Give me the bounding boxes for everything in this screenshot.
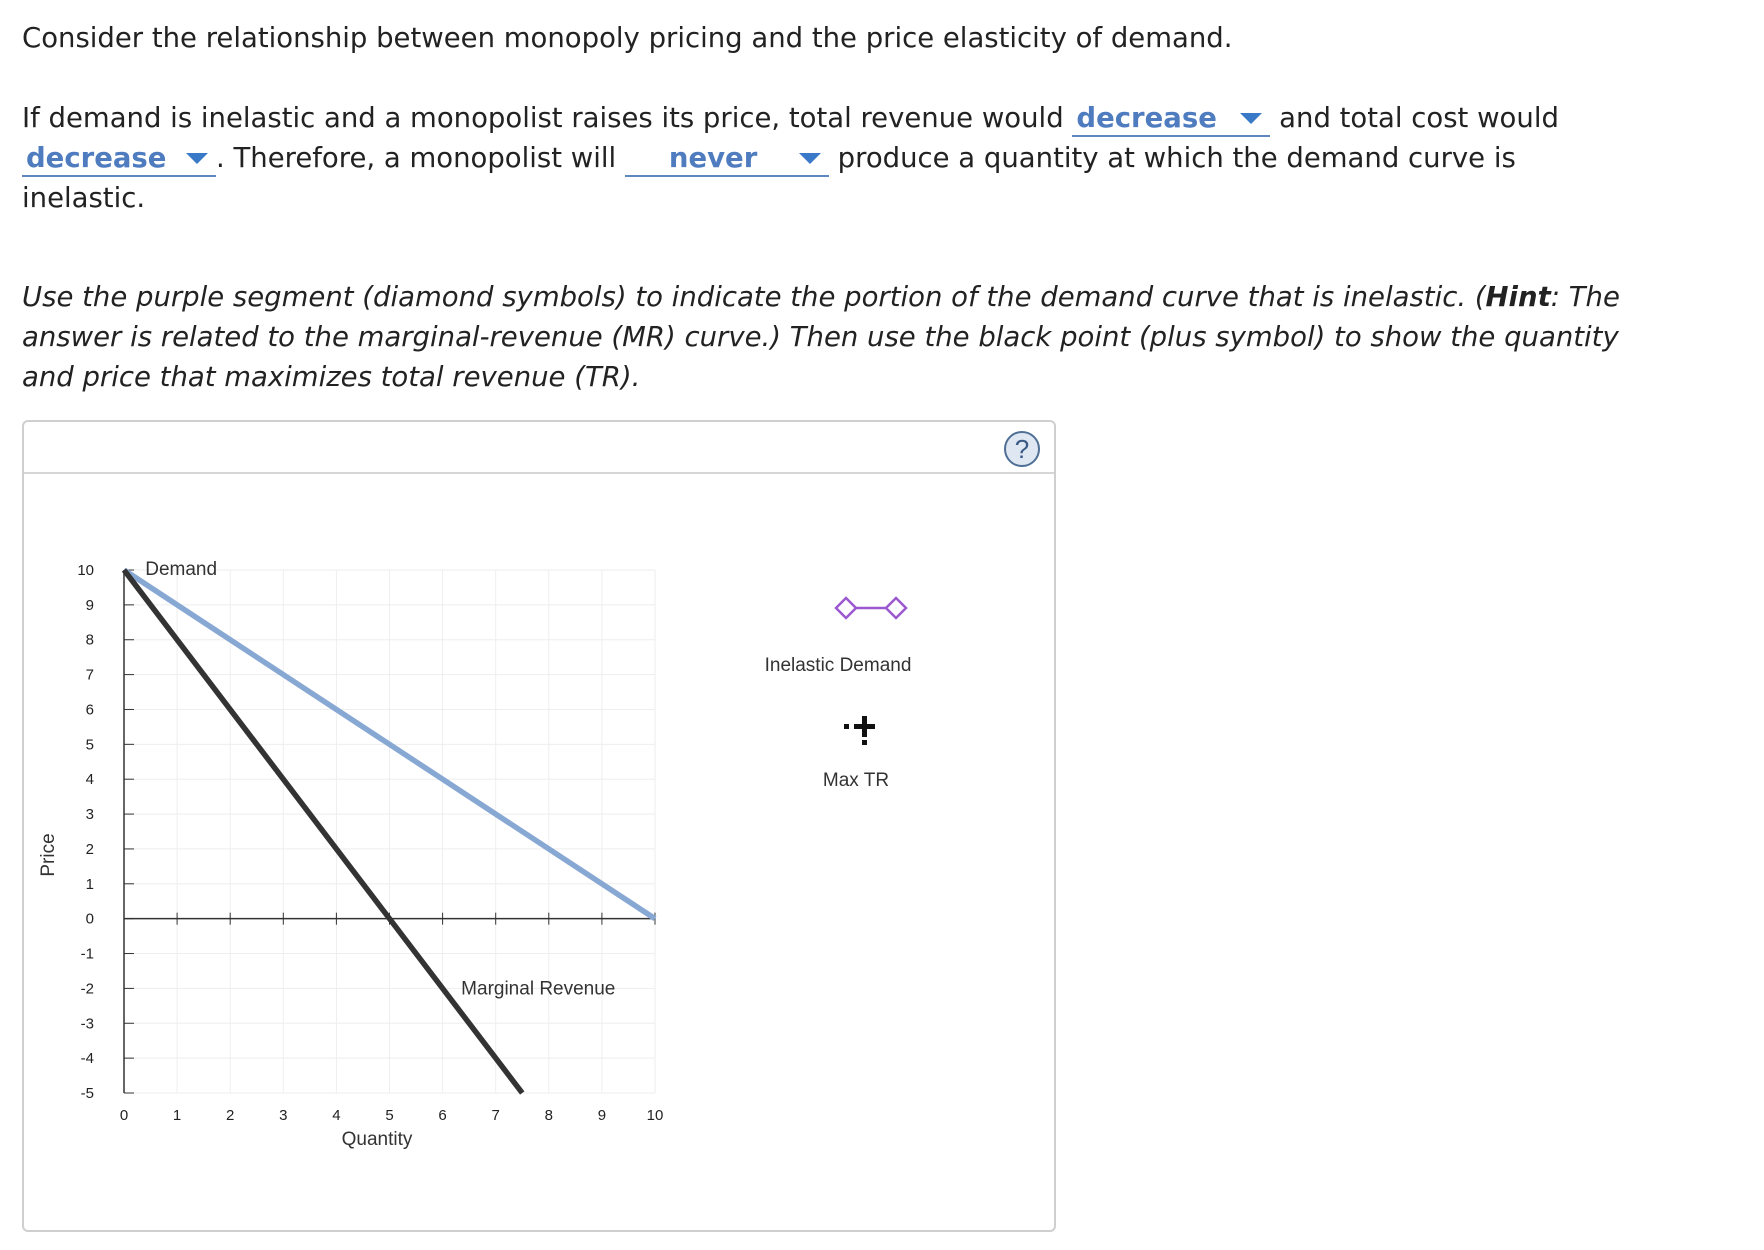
- point-tool-dot: [862, 740, 867, 745]
- y-tick-label: -3: [80, 1015, 94, 1033]
- question-intro: Consider the relationship between monopoly pricing and the price elasticity of demand.: [22, 22, 1233, 54]
- inelastic-demand-legend-label: Inelastic Demand: [764, 655, 912, 676]
- question-text-part1: If demand is inelastic and a monopolist raises its price, total revenue would: [22, 102, 1064, 134]
- diamond-icon[interactable]: [836, 598, 856, 618]
- max-tr-legend-label: Max TR: [822, 770, 890, 791]
- total-cost-dropdown-value: decrease: [26, 142, 167, 174]
- marginal-revenue-curve[interactable]: [124, 570, 522, 1093]
- x-axis-title: Quantity: [341, 1129, 413, 1150]
- y-tick-label: 8: [85, 631, 94, 649]
- y-tick-label: 9: [85, 596, 94, 614]
- x-tick-label: 4: [332, 1107, 341, 1124]
- instructions-part2: : The answer is related to the marginal-revenue (MR) curve.) Then use the black point (plus symbol) to show the quantity and price that maximizes total revenue (TR).: [22, 281, 1620, 393]
- y-tick-label: -1: [80, 945, 94, 963]
- instructions-part1: Use the purple segment (diamond symbols) to indicate the portion of the demand curve that is inelastic. (: [22, 281, 1486, 313]
- x-tick-label: 2: [226, 1107, 235, 1124]
- y-tick-label: 2: [85, 840, 94, 858]
- y-tick-label: 1: [85, 875, 94, 893]
- point-tool-dot: [844, 724, 849, 729]
- x-tick-label: 0: [119, 1107, 129, 1124]
- x-tick-label: 5: [385, 1107, 394, 1124]
- x-tick-label: 1: [172, 1107, 182, 1124]
- plus-icon-bar[interactable]: [854, 724, 875, 729]
- chart-legend: [765, 598, 912, 791]
- question-text-part2: and total cost would: [1279, 102, 1559, 134]
- frequency-dropdown-value: never: [668, 142, 758, 174]
- marginal-revenue-curve-label: Marginal Revenue: [461, 978, 616, 1000]
- x-tick-label: 8: [544, 1107, 553, 1124]
- x-tick-label: 9: [597, 1107, 607, 1124]
- question-text-part4: produce a quantity at which the demand curve is inelastic.: [22, 142, 1516, 214]
- hint-label: Hint: [1485, 281, 1551, 313]
- y-tick-label: -5: [80, 1085, 94, 1102]
- question-text-part3: . Therefore, a monopolist will: [216, 142, 617, 174]
- y-tick-label: -4: [80, 1050, 94, 1068]
- y-tick-label: 10: [77, 562, 94, 579]
- x-tick-label: 10: [646, 1107, 664, 1124]
- chart-grid: [124, 570, 655, 1093]
- help-icon[interactable]: ?: [1004, 431, 1040, 467]
- x-tick-label: 6: [438, 1107, 447, 1124]
- y-tick-label: 0: [85, 910, 94, 928]
- chart-labels: [38, 559, 663, 1150]
- y-tick-label: -2: [80, 980, 94, 998]
- x-tick-label: 3: [279, 1107, 288, 1124]
- diamond-icon[interactable]: [886, 598, 906, 618]
- y-tick-label: 4: [85, 771, 94, 789]
- y-tick-label: 5: [85, 736, 94, 754]
- y-axis-title: Price: [38, 833, 59, 877]
- total-revenue-dropdown-value: decrease: [1076, 102, 1217, 134]
- demand-curve-label: Demand: [145, 559, 218, 580]
- y-tick-label: 7: [85, 666, 94, 684]
- x-tick-label: 7: [491, 1107, 500, 1124]
- y-tick-label: 6: [85, 701, 94, 719]
- y-tick-label: 3: [85, 806, 94, 824]
